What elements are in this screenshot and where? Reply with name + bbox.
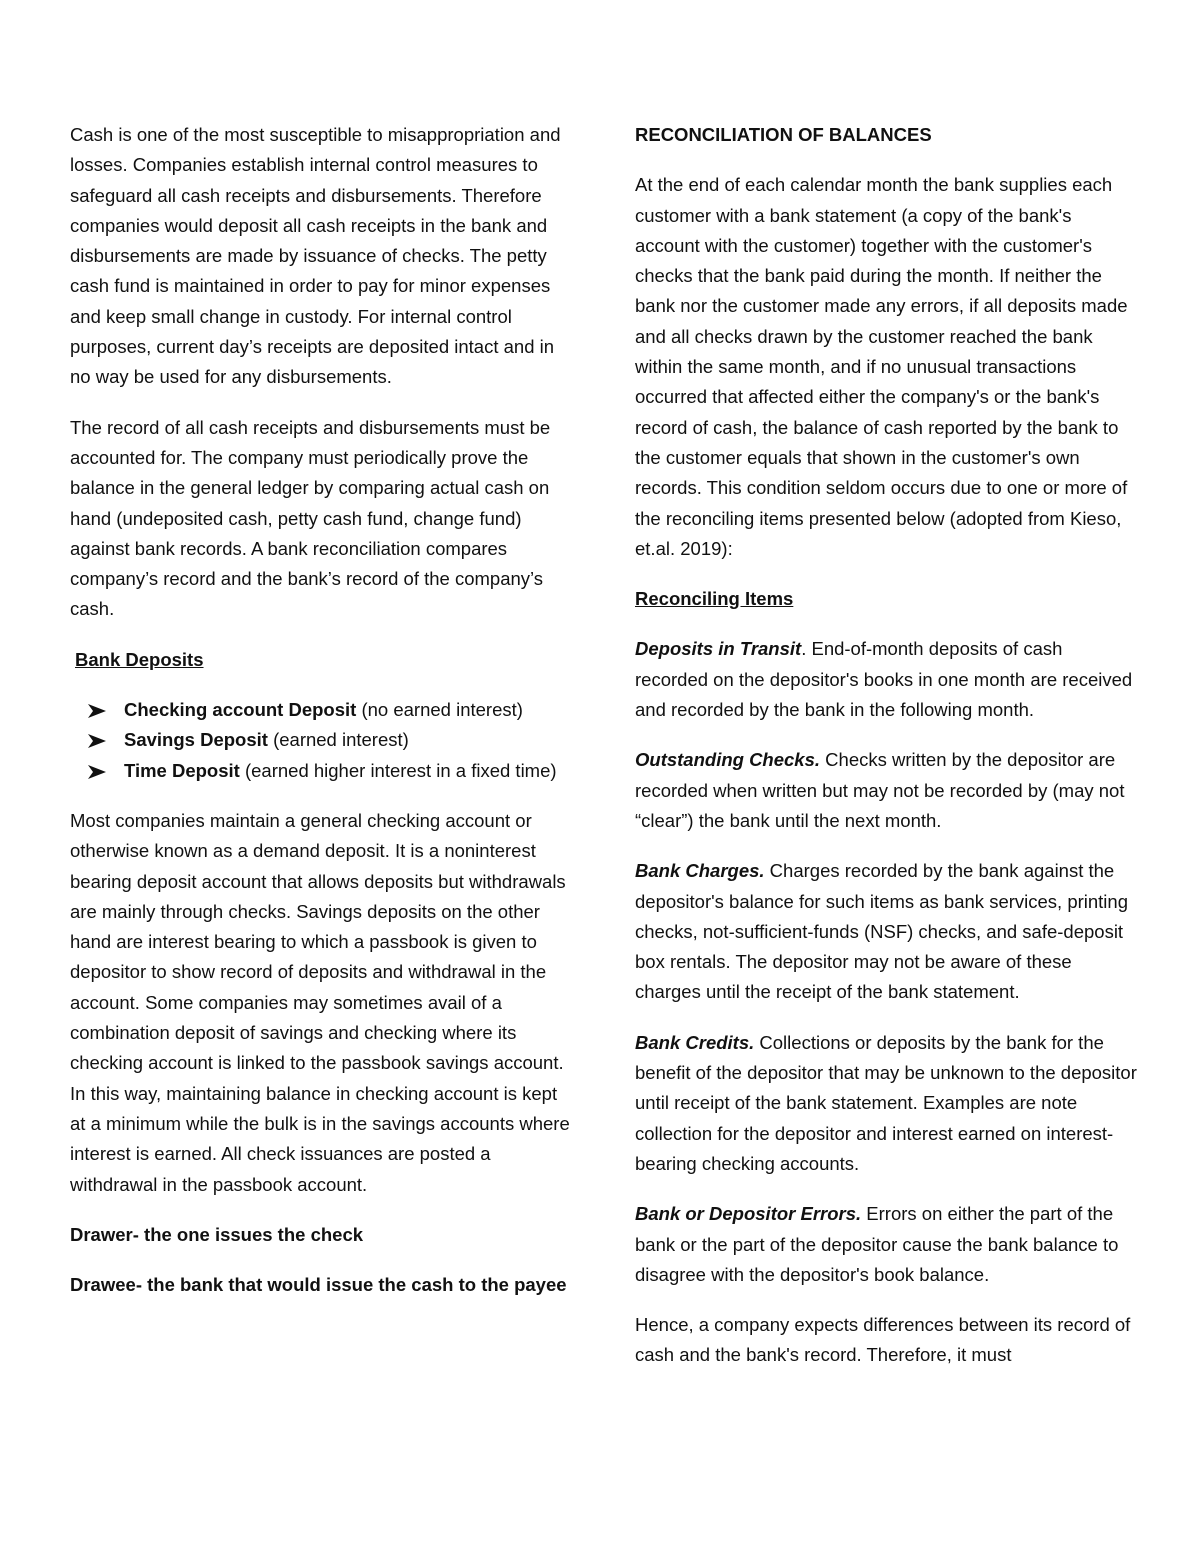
checking-savings-paragraph: Most companies maintain a general checking account or otherwise known as a demand deposit. It is a noninterest bearing deposit account that allows deposits but withdrawals are mainly through checks. Savings deposits on the other hand are interest bearing to which a passbook is given to depositor to show record of deposits and withdrawal in the account. Some companies may sometimes avail of a combination deposit of savings and checking where its checking account is linked to the passbook savings account. In this way, maintaining balance in checking account is kept at a minimum while the bulk is in the savings accounts where interest is earned. All check issuances are posted a withdrawal in the passbook account. xyxy=(70,809,570,1195)
deposit-note: (earned interest) xyxy=(267,729,409,751)
deposit-note: (no earned interest) xyxy=(356,699,523,721)
bank-deposits-heading: Bank Deposits xyxy=(75,648,204,670)
list-item xyxy=(70,695,570,725)
reconciling-item-bank-credits xyxy=(635,1028,1140,1179)
item-text: . End-of-month deposits of cash recorded on the depositor's books in one month are received and recorded by the bank in the following month. xyxy=(635,638,1133,721)
item-text: Collections or deposits by the bank for the benefit of the depositor that may be unknown to the depositor until receipt of the bank statement. Examples are note collection for the depositor and interest earned on interest-bearing checking accounts. xyxy=(635,1031,1137,1174)
item-text: Errors on either the part of the bank or the part of the depositor cause the bank balance to disagree with the depositor's book balance. xyxy=(635,1203,1119,1285)
right-column xyxy=(635,120,1140,1391)
reconciliation-intro: At the end of each calendar month the bank supplies each customer with a bank statement (a copy of the bank's account with the customer) together with the customer's checks that the bank paid during the month. If neither the bank nor the customer made any errors, if all deposits made and all checks drawn by the customer reached the bank within the same month, and if no unusual transactions occurred that affected either the company's or the bank's record of cash, the balance of cash reported by the bank to the customer equals that shown in the customer's own records. This condition seldom occurs due to one or more of the reconciling items presented below (adopted from Kieso, et.al. 2019): xyxy=(635,174,1128,559)
deposit-types-list xyxy=(70,695,570,786)
item-term: Outstanding Checks. xyxy=(635,749,821,771)
reconciling-items-heading: Reconciling Items xyxy=(635,588,794,610)
deposit-term: Savings Deposit xyxy=(124,729,268,751)
record-paragraph: The record of all cash receipts and disbursements must be accounted for. The company must periodically prove the balance in the general ledger by comparing actual cash on hand (undeposited cash, petty cash fund, change fund) against bank records. A bank reconciliation compares company’s record and the bank’s record of the company’s cash. xyxy=(70,416,551,620)
arrow-bullet-icon xyxy=(88,734,106,748)
drawer-definition: Drawer- the one issues the check xyxy=(70,1223,364,1245)
list-item xyxy=(70,756,570,786)
reconciling-item-outstanding-checks xyxy=(635,745,1140,836)
reconciliation-heading: RECONCILIATION OF BALANCES xyxy=(635,124,932,145)
item-term: Bank or Depositor Errors. xyxy=(635,1203,862,1225)
closing-paragraph: Hence, a company expects differences between its record of cash and the bank's record. Therefore, it must xyxy=(635,1314,1131,1366)
item-term: Bank Credits. xyxy=(635,1031,755,1053)
item-term: Deposits in Transit xyxy=(635,638,802,660)
drawee-definition: Drawee- the bank that would issue the cash to the payee xyxy=(70,1274,567,1296)
left-column xyxy=(70,120,570,1320)
list-item xyxy=(70,725,570,755)
intro-paragraph: Cash is one of the most susceptible to misappropriation and losses. Companies establish internal control measures to safeguard all cash receipts and disbursements. Therefore companies would deposit all cash receipts in the bank and disbursements are made by issuance of checks. The petty cash fund is maintained in order to pay for minor expenses and keep small change in custody. For internal control purposes, current day’s receipts are deposited intact and in no way be used for any disbursements. xyxy=(70,124,561,388)
deposit-term: Checking account Deposit xyxy=(124,699,357,721)
arrow-bullet-icon xyxy=(88,765,106,779)
item-term: Bank Charges. xyxy=(635,860,765,882)
item-text: Charges recorded by the bank against the depositor's balance for such items as bank services, printing checks, not-sufficient-funds (NSF) checks, and safe-deposit box rentals. The depositor may not be aware of these charges until the receipt of the bank statement. xyxy=(635,860,1128,1003)
reconciling-item-bank-charges xyxy=(635,856,1140,1007)
reconciling-item-deposits-in-transit xyxy=(635,634,1140,725)
deposit-note: (earned higher interest in a fixed time) xyxy=(239,759,557,781)
reconciling-item-errors xyxy=(635,1199,1140,1290)
arrow-bullet-icon xyxy=(88,704,106,718)
deposit-term: Time Deposit xyxy=(124,759,240,781)
item-text: Checks written by the depositor are recorded when written but may not be recorded by (may not “clear”) the bank until the next month. xyxy=(635,749,1125,831)
